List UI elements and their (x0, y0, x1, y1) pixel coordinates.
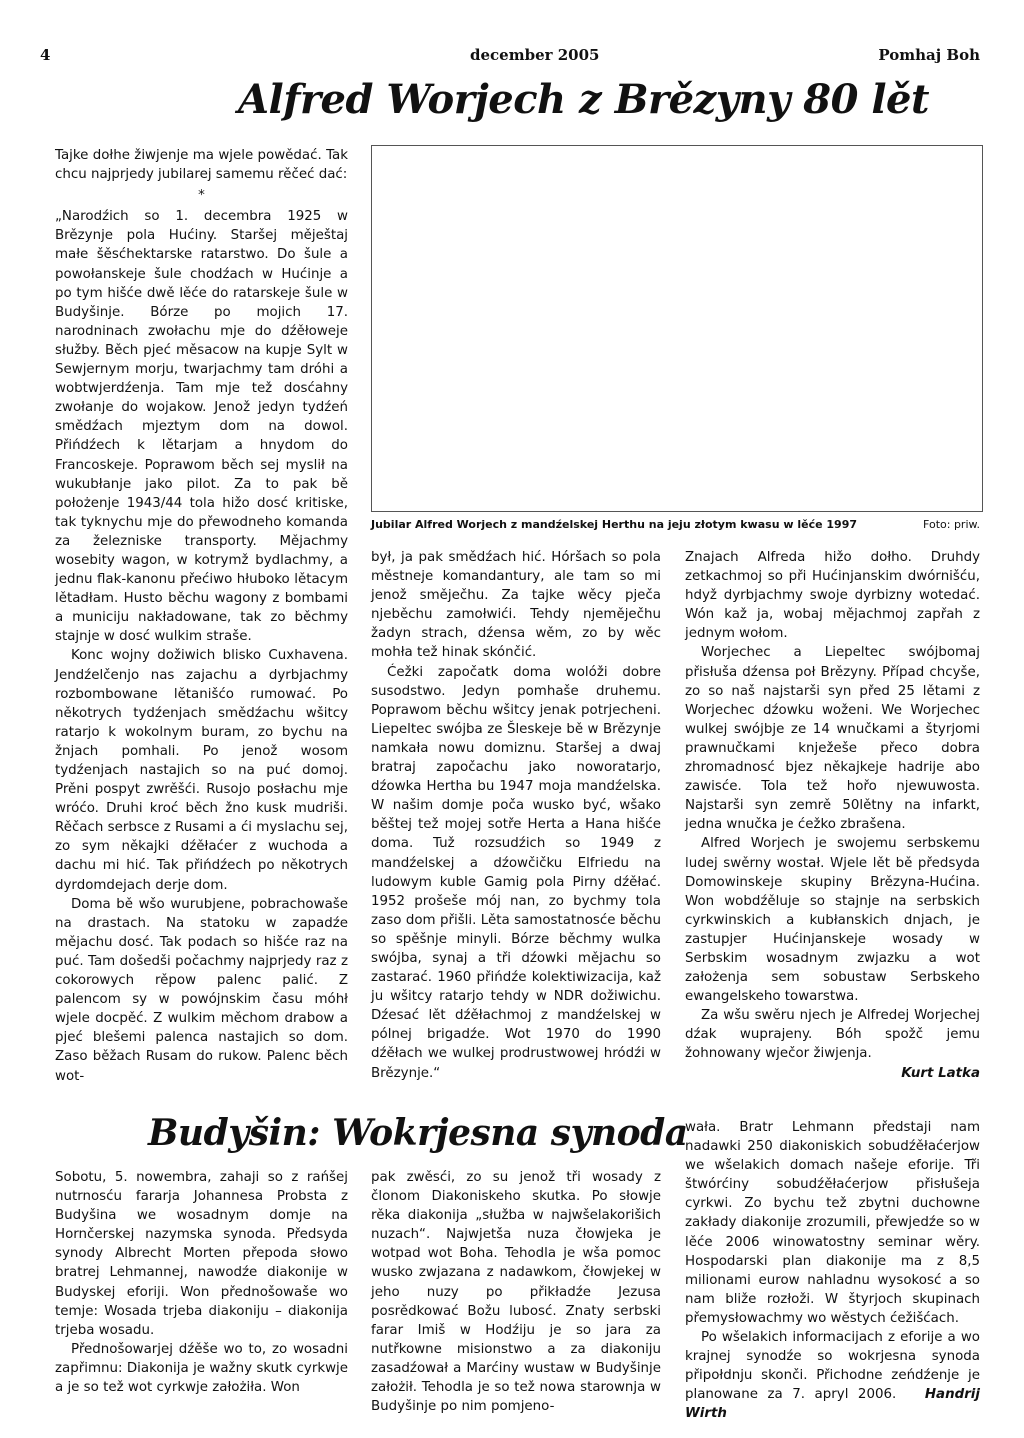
paragraph: Přednošowarjej dźěše wo to, zo wosadni zapřimnu: Diakonija je wažny skutk cyrkwje a je so tež wot cyrkwje założiła. Won (55, 1341, 348, 1396)
paragraph: Za wšu swěru njech je Alfredej Worjechej dźak wuprajeny. Bóh spožč jemu žohnowany wječor žiwjenja. (685, 1008, 980, 1062)
article-author-2: Handrij Wirth (685, 1387, 980, 1422)
article-title-2: Budyšin: Wokrjesna synoda (148, 1112, 688, 1154)
article2-column-1 (55, 1168, 348, 1397)
paragraph: wała. Bratr Lehmann předstaji nam nadawki 250 diakoniskich sobudźěłaćerjow we wšelakich domach našeje eforije. Tři štwórćiny sobudźěłaćerjow přisłušeja cyrkwi. Zo bychu tež zbytni duchowne zakłady diakonije zrozumili, přewjedźe so w lěće 2006 winowatostny seminar wěry. Hospodarski plan diakonije ma z 8,5 milionami eurow nahladnu wysokosć a so nam bliže rozłoži. W štyrjoch skupinach přemysłowachmy wo wěstych ćežišćach. (685, 1120, 980, 1326)
article-title: Alfred Worjech z Brězyny 80 lět (238, 76, 929, 123)
paragraph: Sobotu, 5. nowembra, zahaji so z rańšej nutrnosću fararja Johannesa Probsta z Budyšina we wosadnym domje na Hornčerskej nazymska synoda. Předsyda synody Albrecht Morten přepoda słowo bratrej Lehmannej, nawodźe diakonije w Budyskej eforiji. Won přednošowaše wo temje: Wosada trjeba diakoniju – diakonija trjeba wosadu. (55, 1170, 348, 1338)
article-column-2 (371, 548, 661, 1083)
paragraph-text: Po wšelakich informacijach z eforije a wo krajnej synodźe so wokrjesna synoda připołdnju skonči. Přichodne zeńdźenje je planowane za 7. apryl 2006. (685, 1330, 980, 1403)
article2-column-3 (685, 1118, 980, 1424)
paragraph: Konc wojny dožiwich blisko Cuxhavena. Jendźelčenjo nas zajachu a dyrbjachmy rozbombowane lětanišćo rumować. Po někotrych tydźenjach smědźachu wšitcy ratarjo k wokolnym buram, zo bychu na žnjach pomhali. Po jenož wosom tydźenjach nastajich so na puć domoj. Prěni pospyt zwrěšći. Rusojo posłachu mje wróćo. Druhi kroć běch žno kusk mudriši. Rěčach serbsce z Rusami a ći myslachu sej, zo sym někajki dźěłaćer z wuchoda a dachu mi hić. Tak přińdźech po někotrych dyrdomdejach derje dom. (55, 648, 348, 893)
paragraph: „Narodźich so 1. decembra 1925 w Brězynje pola Hućiny. Staršej měještaj małe šěsćhektarske ratarstwo. Do šule a powołanskeje šule chodźach w Hućinje a po tym hišće dwě lěće do ratarskeje šule w Budyšinje. Bórze po mojich 17. narodninach zwołachu mje do dźěłoweje słužby. Běch pjeć měsacow na kupje Sylt w Sewjernym morju, twarjachmy tam dróhi a wobtwjerdźenja. Tam mje tež dosćahny zwołanje do wojakow. Jenož jedyn tydźeń smědźach mjeztym dom na dowol. Přińdźech k lětarjam a hnydom do Francoskeje. Poprawom běch sej myslił na wukubłanje jako pilot. Za to pak bě położenje 1943/44 tola hižo dosć kritiske, tak tyknychu mje do přewodneho komanda za železniske transporty. Mějachmy wosebity wagon, w kotrymž bydlachmy, a jednu flak-kanonu přećiwo hłuboko lětacym lětadłam. Husto běchu wagony z bombami a municiju nakładowane, tak zo běchmy stajnje w dosć wulkim strašе. (55, 209, 348, 645)
paragraph: Alfred Worjech je swojemu serbskemu ludej swěrny wostał. Wjele lět bě předsyda Domowinskeje skupiny Brězyna-Hućina. Won wobdźěluje so stajnje na serbskich cyrkwinskich a kubłanskich dnjach, je zastupjer Hućinjanskeje wosady w Serbskim wosadnym zwjazku a wot założenja sem sobustaw Serbskeho ewangelskeho towarstwa. (685, 836, 980, 1005)
publication-name: Pomhaj Boh (878, 46, 980, 64)
paragraph: Znajach Alfreda hižo dołho. Druhdy zetkachmoj so při Hućinjanskim dwórnišću, hdyž dyrbjachmy swoje dyrbizny wotedać. Wón kaž ja, wobaj mějachmoj zapřah z jednym wołom. (685, 550, 980, 642)
paragraph: Tajke dołhe žiwjenje ma wjele powědać. Tak chcu najprjedy jubilarej samemu rěčeć dać: (55, 148, 348, 183)
paragraph: Doma bě wšo wurubjene, pobrachowaše na drastach. Na statoku w zapadźe mějachu dosć. Tak podach so hišće raz na puć. Tam došedši počachmy najprjedy raz z cokorowych rěpow palenc palić. Z palencom sy w powójnskim času móhł wjele docpěć. Z wulkim měchom drabow a pjeć blešemi palenca nastajich so dom. Zaso běžach Rusam do rukow. Palenc běch wot- (55, 896, 348, 1084)
article-column-3 (685, 548, 980, 1083)
article-author: Kurt Latka (901, 1065, 980, 1081)
paragraph: pak zwěsći, zo su jenož tři wosady z člonom Diakoniskeho skutka. Po słowje rěka diakonija „słužba w najwšelakorišich nuzach“. Najwjetša nuza čłowjeka je wotpad wot Boha. Tehodla je wša pomoc wusko zwjazana z nadawkom, čłowjekej w jeho nuzy po přikładźe Jezusa posrědkować Božu lubosć. Znaty serbski farar Imiš w Hodźiju je so jara za nutřkowne misionstwo a za diakoniju zasadźował a Marćiny wustaw w Budyšinje założił. Tehodla je so tež nowa starownja w Budyšinje po nim pomjeno- (371, 1170, 661, 1415)
issue-date: december 2005 (470, 46, 600, 64)
paragraph: był, ja pak smědźach hić. Hóršach so pola městneje komandantury, ale tam so mi jenož směječhu. Za tajke wěcy pječa njeběchu zamołwići. Tehdy njeměječhu žadyn strach, dźensa wěm, zo by wěc mohła tež hinak skónčić. (371, 550, 661, 661)
jubilee-photo (371, 145, 983, 512)
paragraph (685, 1328, 980, 1423)
photo-caption: Jubilar Alfred Worjech z mandźelskej Herthu na jeju złotym kwasu w lěće 1997 (371, 518, 857, 531)
separator-asterisk: * (198, 188, 205, 204)
article-column-1 (55, 146, 348, 1086)
page-number: 4 (40, 46, 51, 64)
paragraph: Ćežki započatk doma wolóži dobre susodstwo. Jedyn pomhaše druhemu. Poprawom běchu wšitcy jenak potrjecheni. Liepeltec swójba ze Šleskeje bě w Brězynje namkała nowu domiznu. Staršej a dwaj bratraj započachu jako noworatarjo, dźowka Hertha bu 1947 moja mandźelska. W našim domje poča wusko być, wšako běštej tež mojej sotře Herta a Hana hišće doma. Tuž rozsudźich so 1949 z mandźelskej a dźowčičku Elfriedu na ludowym kuble Gamig pola Pirny dźěłać. 1952 prošeše mój nan, zo bychmy tola zaso dom přišli. Lěta samostatnosće běchu so spěšnje minyli. Bórze běchmy wulka swójba, synaj a tři dźowki mějachu so zastarać. 1960 přińdźe kolektiwizacija, kaž ju wšitcy ratarjo tehdy w NDR dožiwichu. Dźesać lět dźěłachmoj z mandźelskej w pólnej brigadźe. Wot 1970 do 1990 dźěłach we wulkej prodrustwowej hródźi w Brězynje.“ (371, 664, 661, 1081)
photo-credit: Foto: priw. (923, 518, 980, 531)
article2-column-2 (371, 1168, 661, 1416)
paragraph: Worjechec a Liepeltec swójbomaj přisłuša dźensa poł Brězyny. Případ chcyše, zo so naš najstarši syn před 25 lětami z Worjechec dźowku woženi. We Worjechec wulkej swójbje ze 14 wnučkami a štyrjomi prawnučkami knježeše přeco dobra zhromadnosć bjez někajkeje hadrije abo zawisće. Tola tež hořo njewuwosta. Najstarši syn zemrě 50lětny na infarkt, jedna wnučka je ćežko zbrašena. (685, 645, 980, 833)
